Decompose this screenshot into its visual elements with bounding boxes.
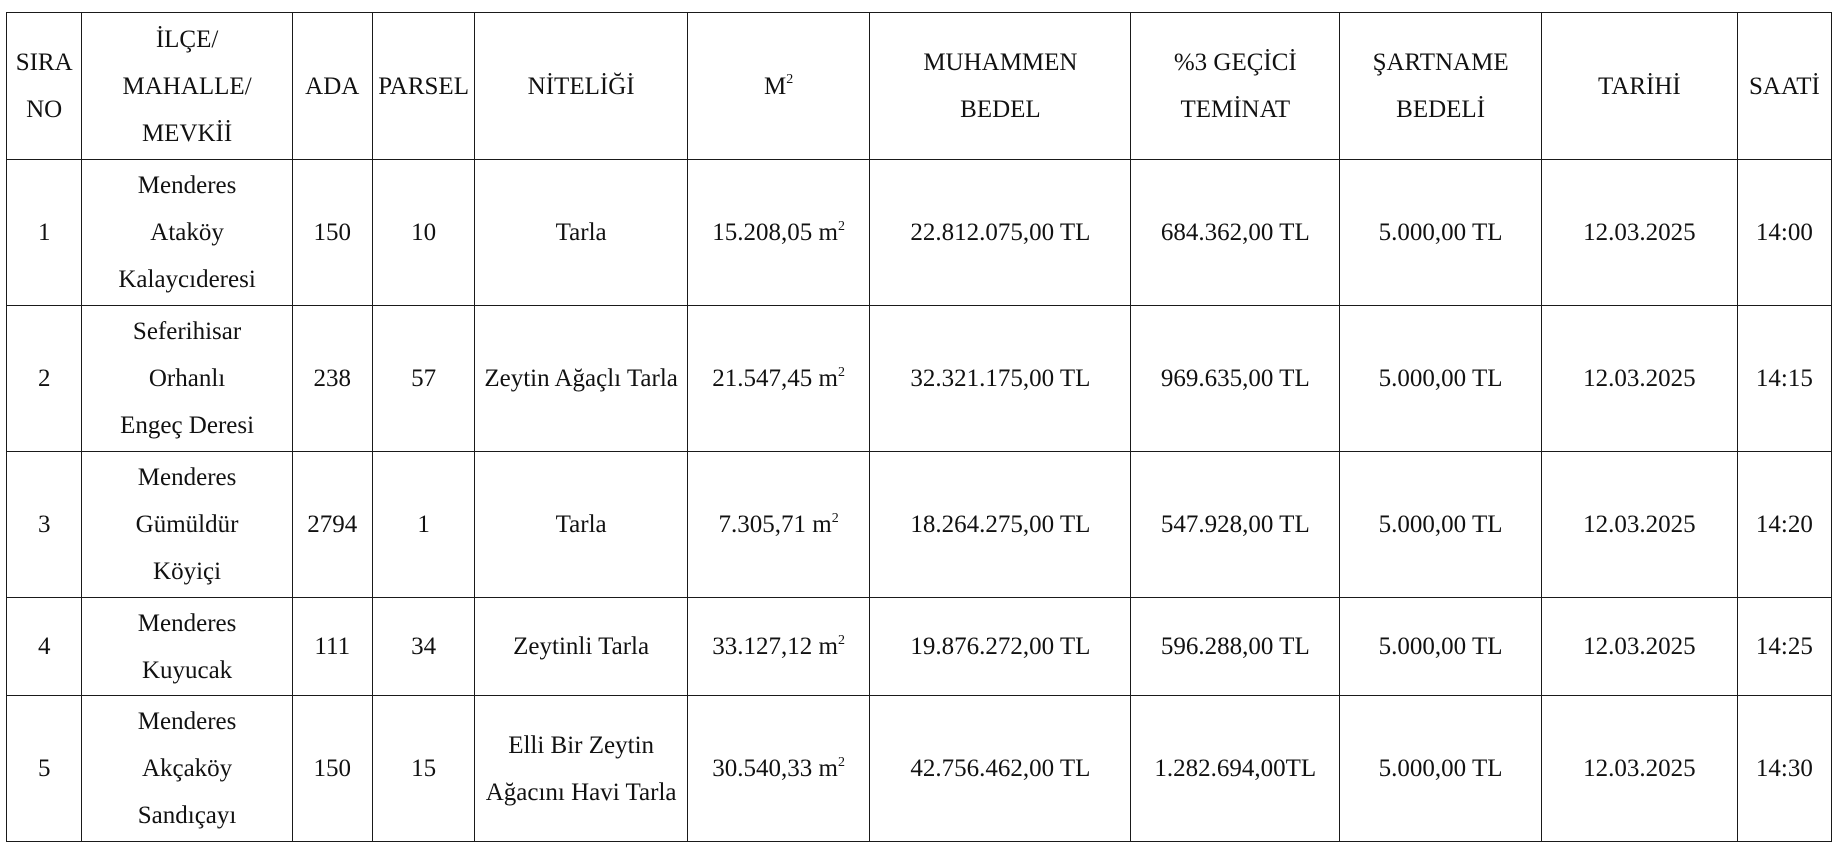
cell-m2: 30.540,33 $m^2$	[687, 696, 870, 842]
cell-sartname-bedeli: 5.000,00 TL	[1340, 696, 1542, 842]
cell-saat: 14:20	[1737, 452, 1831, 598]
header-parsel: PARSEL	[372, 13, 475, 160]
header-sira-no: SIRA NO	[7, 13, 82, 160]
cell-muhammen-bedel: 42.756.462,00 TL	[870, 696, 1131, 842]
header-niteligi: NİTELİĞİ	[475, 13, 687, 160]
header-muhammen-bedel: MUHAMMEN BEDEL	[870, 13, 1131, 160]
header-sartname-bedeli: ŞARTNAME BEDELİ	[1340, 13, 1542, 160]
cell-sira-no: 3	[7, 452, 82, 598]
cell-sartname-bedeli: 5.000,00 TL	[1340, 306, 1542, 452]
header-m2: $M^2$	[687, 13, 870, 160]
cell-nitelik: Elli Bir Zeytin Ağacını Havi Tarla	[475, 696, 687, 842]
cell-parsel: 34	[372, 598, 475, 696]
cell-saat: 14:15	[1737, 306, 1831, 452]
auction-table	[6, 12, 1832, 842]
cell-muhammen-bedel: 22.812.075,00 TL	[870, 160, 1131, 306]
cell-tarih: 12.03.2025	[1541, 306, 1737, 452]
cell-nitelik: Tarla	[475, 452, 687, 598]
cell-nitelik: Tarla	[475, 160, 687, 306]
cell-sira-no: 1	[7, 160, 82, 306]
cell-nitelik: Zeytinli Tarla	[475, 598, 687, 696]
header-saati: SAATİ	[1737, 13, 1831, 160]
header-row	[7, 13, 1832, 160]
cell-location: Menderes Gümüldür Köyiçi	[82, 452, 292, 598]
cell-nitelik: Zeytin Ağaçlı Tarla	[475, 306, 687, 452]
cell-location: Menderes Kuyucak	[82, 598, 292, 696]
header-ada: ADA	[292, 13, 372, 160]
table-row	[7, 306, 1832, 452]
cell-parsel: 1	[372, 452, 475, 598]
cell-gecici-teminat: 684.362,00 TL	[1131, 160, 1340, 306]
cell-muhammen-bedel: 19.876.272,00 TL	[870, 598, 1131, 696]
cell-ada: 2794	[292, 452, 372, 598]
cell-sartname-bedeli: 5.000,00 TL	[1340, 598, 1542, 696]
cell-sira-no: 2	[7, 306, 82, 452]
cell-location: Seferihisar Orhanlı Engeç Deresi	[82, 306, 292, 452]
cell-ada: 111	[292, 598, 372, 696]
table-row	[7, 160, 1832, 306]
cell-parsel: 57	[372, 306, 475, 452]
cell-tarih: 12.03.2025	[1541, 696, 1737, 842]
cell-muhammen-bedel: 18.264.275,00 TL	[870, 452, 1131, 598]
cell-m2: 33.127,12 $m^2$	[687, 598, 870, 696]
cell-gecici-teminat: 596.288,00 TL	[1131, 598, 1340, 696]
cell-parsel: 15	[372, 696, 475, 842]
cell-muhammen-bedel: 32.321.175,00 TL	[870, 306, 1131, 452]
cell-location: Menderes Akçaköy Sandıçayı	[82, 696, 292, 842]
cell-saat: 14:00	[1737, 160, 1831, 306]
cell-sira-no: 4	[7, 598, 82, 696]
cell-gecici-teminat: 547.928,00 TL	[1131, 452, 1340, 598]
cell-m2: 21.547,45 $m^2$	[687, 306, 870, 452]
cell-gecici-teminat: 969.635,00 TL	[1131, 306, 1340, 452]
cell-saat: 14:30	[1737, 696, 1831, 842]
cell-sartname-bedeli: 5.000,00 TL	[1340, 452, 1542, 598]
table-row	[7, 696, 1832, 842]
cell-ada: 238	[292, 306, 372, 452]
cell-parsel: 10	[372, 160, 475, 306]
cell-m2: 15.208,05 $m^2$	[687, 160, 870, 306]
cell-sartname-bedeli: 5.000,00 TL	[1340, 160, 1542, 306]
cell-tarih: 12.03.2025	[1541, 598, 1737, 696]
cell-saat: 14:25	[1737, 598, 1831, 696]
header-tarihi: TARİHİ	[1541, 13, 1737, 160]
header-ilce-mahalle-mevkii: İLÇE/ MAHALLE/ MEVKİİ	[82, 13, 292, 160]
table-row	[7, 452, 1832, 598]
cell-tarih: 12.03.2025	[1541, 160, 1737, 306]
cell-sira-no: 5	[7, 696, 82, 842]
table-row	[7, 598, 1832, 696]
cell-ada: 150	[292, 160, 372, 306]
cell-ada: 150	[292, 696, 372, 842]
header-gecici-teminat: %3 GEÇİCİ TEMİNAT	[1131, 13, 1340, 160]
cell-m2: 7.305,71 $m^2$	[687, 452, 870, 598]
cell-tarih: 12.03.2025	[1541, 452, 1737, 598]
cell-location: Menderes Ataköy Kalaycıderesi	[82, 160, 292, 306]
cell-gecici-teminat: 1.282.694,00TL	[1131, 696, 1340, 842]
